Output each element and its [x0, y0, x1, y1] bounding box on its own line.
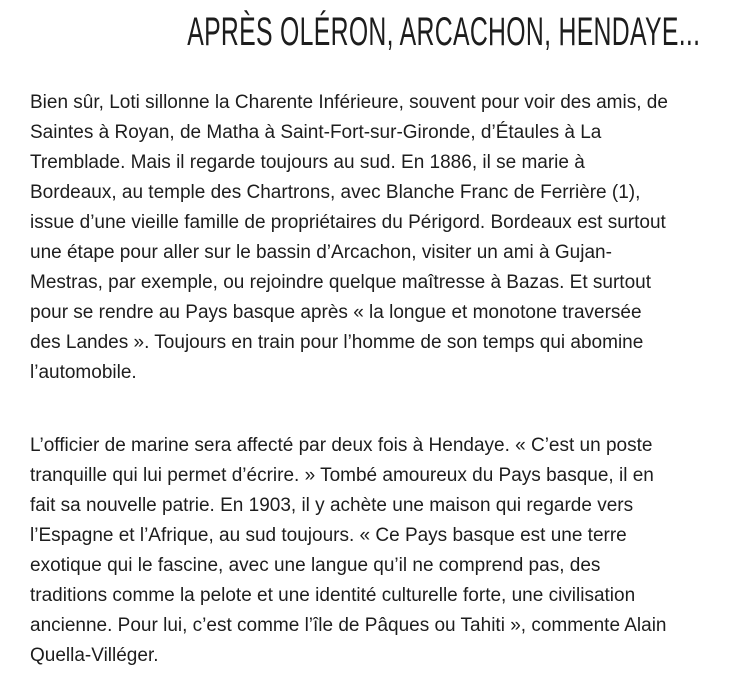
text-line: l’Espagne et l’Afrique, au sud toujours. « Ce Pays basque est une terre: [30, 525, 627, 546]
text-line: des Landes ». Toujours en train pour l’homme de son temps qui abomine: [30, 332, 644, 353]
text-line: pour se rendre au Pays basque après « la longue et monotone traversée: [30, 302, 642, 323]
article: [0, 7, 747, 671]
text-line: exotique qui le fascine, avec une langue qu’il ne comprend pas, des: [30, 555, 601, 576]
paragraph: [30, 431, 717, 671]
text-line: une étape pour aller sur le bassin d’Arcachon, visiter un ami à Gujan-: [30, 242, 612, 263]
text-line: Quella-Villéger.: [30, 645, 159, 666]
text-line: L’officier de marine sera affecté par deux fois à Hendaye. « C’est un poste: [30, 435, 653, 456]
article-title-text: APRÈS OLÉRON, ARCACHON, HENDAYE...: [187, 10, 701, 54]
text-line: Bordeaux, au temple des Chartrons, avec Blanche Franc de Ferrière (1),: [30, 182, 641, 203]
text-line: Tremblade. Mais il regarde toujours au sud. En 1886, il se marie à: [30, 152, 585, 173]
text-line: Bien sûr, Loti sillonne la Charente Inférieure, souvent pour voir des amis, de: [30, 92, 668, 113]
article-title: [30, 7, 717, 57]
text-line: Saintes à Royan, de Matha à Saint-Fort-sur-Gironde, d’Étaules à La: [30, 122, 602, 143]
text-line: ancienne. Pour lui, c’est comme l’île de Pâques ou Tahiti », commente Alain: [30, 615, 667, 636]
text-line: Mestras, par exemple, ou rejoindre quelque maîtresse à Bazas. Et surtout: [30, 272, 651, 293]
article-body: [30, 88, 717, 671]
text-line: l’automobile.: [30, 362, 137, 383]
text-line: fait sa nouvelle patrie. En 1903, il y achète une maison qui regarde vers: [30, 495, 634, 516]
text-line: tranquille qui lui permet d’écrire. » Tombé amoureux du Pays basque, il en: [30, 465, 654, 486]
text-line: issue d’une vieille famille de propriétaires du Périgord. Bordeaux est surtout: [30, 212, 666, 233]
text-line: traditions comme la pelote et une identité culturelle forte, une civilisation: [30, 585, 636, 606]
paragraph: [30, 88, 717, 388]
